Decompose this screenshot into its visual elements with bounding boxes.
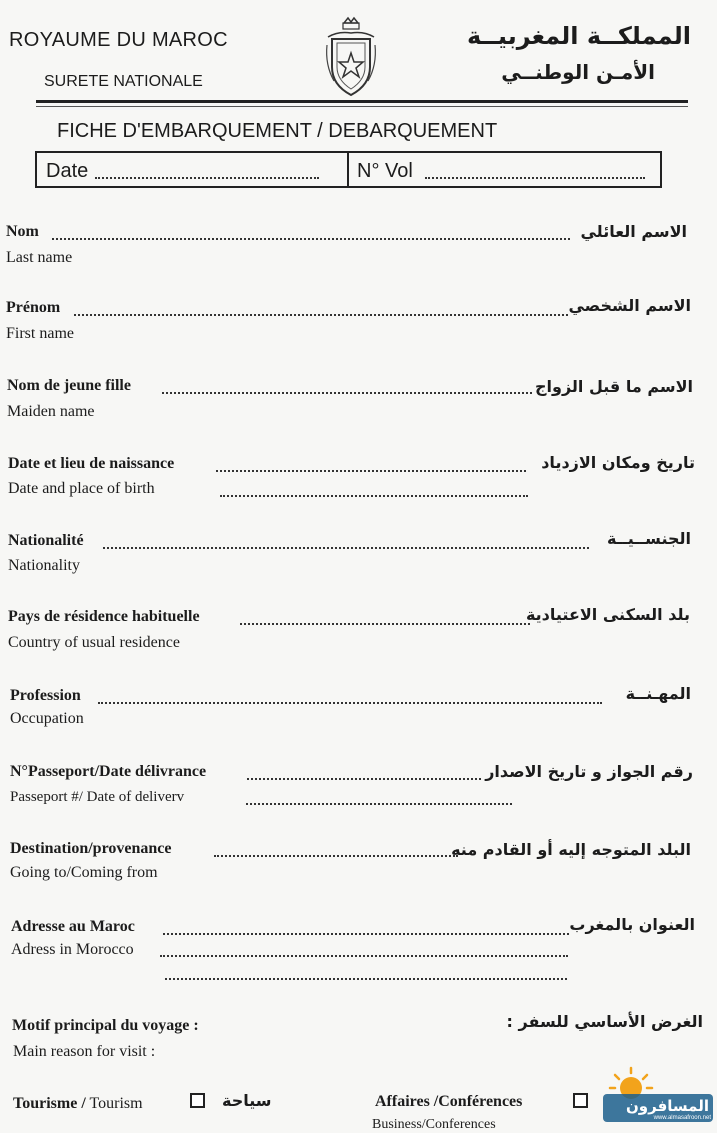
field-destination-english: Going to/Coming from (10, 864, 158, 881)
flight-number-field[interactable] (425, 177, 645, 179)
motif-label: Motif principal du voyage : (12, 1017, 199, 1034)
field-residence-arabic: بلد السكنى الاعتيادية (525, 605, 690, 624)
option-tourism-label: Tourisme / Tourism (13, 1095, 143, 1112)
motif-arabic: الغرض الأساسي للسفر : (506, 1012, 703, 1031)
field-birth-input-2[interactable] (220, 495, 528, 497)
field-address-input-3[interactable] (165, 978, 567, 980)
kingdom-french: ROYAUME DU MAROC (9, 29, 228, 51)
field-nationality-input[interactable] (103, 547, 589, 549)
option-business-checkbox[interactable] (573, 1093, 588, 1108)
field-destination-arabic: البلد المتوجه إليه أو القادم منه (451, 840, 691, 859)
date-flight-divider (347, 151, 349, 188)
field-maiden-name-input[interactable] (162, 392, 532, 394)
option-tourism-checkbox[interactable] (190, 1093, 205, 1108)
field-profession-label: Profession (10, 687, 81, 704)
field-address-input-2[interactable] (160, 955, 568, 957)
field-last-name-label: Nom (6, 223, 39, 240)
field-profession-english: Occupation (10, 710, 84, 727)
field-residence-input[interactable] (240, 623, 530, 625)
agency-arabic: الأمـن الوطنــي (501, 60, 655, 84)
agency-french: SURETE NATIONALE (44, 73, 203, 90)
watermark-text: المسافرون (625, 1097, 709, 1115)
motif-english: Main reason for visit : (13, 1043, 156, 1060)
field-destination-label: Destination/provenance (10, 840, 172, 857)
field-profession-arabic: المهـنــة (625, 684, 691, 703)
field-birth-label: Date et lieu de naissance (8, 455, 175, 472)
header-rule-thin (36, 106, 688, 107)
field-last-name-input[interactable] (52, 238, 570, 240)
date-field[interactable] (95, 177, 319, 179)
date-label: Date (46, 160, 89, 182)
option-business-english: Business/Conferences (372, 1117, 496, 1132)
field-nationality-arabic: الجنســيــة (607, 529, 691, 548)
field-first-name-arabic: الاسم الشخصي (568, 296, 691, 315)
field-address-arabic: العنوان بالمغرب (569, 915, 695, 934)
field-birth-input[interactable] (216, 470, 526, 472)
field-destination-input[interactable] (214, 855, 458, 857)
field-birth-arabic: تاريخ ومكان الازدياد (541, 453, 695, 472)
field-passport-input-2[interactable] (246, 803, 512, 805)
field-maiden-name-arabic: الاسم ما قبل الزواج (535, 377, 693, 396)
field-passport-label: N°Passeport/Date délivrance (10, 763, 207, 780)
field-first-name-label: Prénom (6, 299, 61, 316)
field-maiden-name-label: Nom de jeune fille (7, 377, 131, 394)
royal-coat-of-arms-icon (324, 15, 378, 99)
field-passport-english: Passeport #/ Date of deliverv (10, 789, 185, 805)
header-rule (36, 100, 688, 103)
field-first-name-input[interactable] (74, 314, 568, 316)
field-passport-arabic: رقم الجواز و تاريخ الاصدار (485, 762, 693, 781)
field-address-label: Adresse au Maroc (11, 918, 135, 935)
field-last-name-english: Last name (6, 249, 73, 266)
option-tourism-arabic: سياحة (222, 1091, 272, 1110)
field-residence-english: Country of usual residence (8, 634, 180, 651)
field-maiden-name-english: Maiden name (7, 403, 95, 420)
flight-number-label: N° Vol (357, 160, 413, 182)
watermark-site: www.almasafroon.net (653, 1115, 711, 1121)
field-nationality-english: Nationality (8, 557, 80, 574)
field-last-name-arabic: الاسم العائلي (580, 222, 687, 241)
field-nationality-label: Nationalité (8, 532, 84, 549)
field-address-input[interactable] (163, 933, 569, 935)
field-passport-input[interactable] (247, 778, 481, 780)
field-address-english: Adress in Morocco (11, 941, 134, 958)
field-first-name-english: First name (6, 325, 74, 342)
site-watermark (593, 1064, 717, 1125)
field-birth-english: Date and place of birth (8, 480, 155, 497)
kingdom-arabic: المملكــة المغربيــة (466, 22, 691, 50)
option-business-label: Affaires /Conférences (375, 1093, 523, 1110)
field-profession-input[interactable] (98, 702, 602, 704)
field-residence-label: Pays de résidence habituelle (8, 608, 200, 625)
form-title: FICHE D'EMBARQUEMENT / DEBARQUEMENT (57, 120, 498, 142)
